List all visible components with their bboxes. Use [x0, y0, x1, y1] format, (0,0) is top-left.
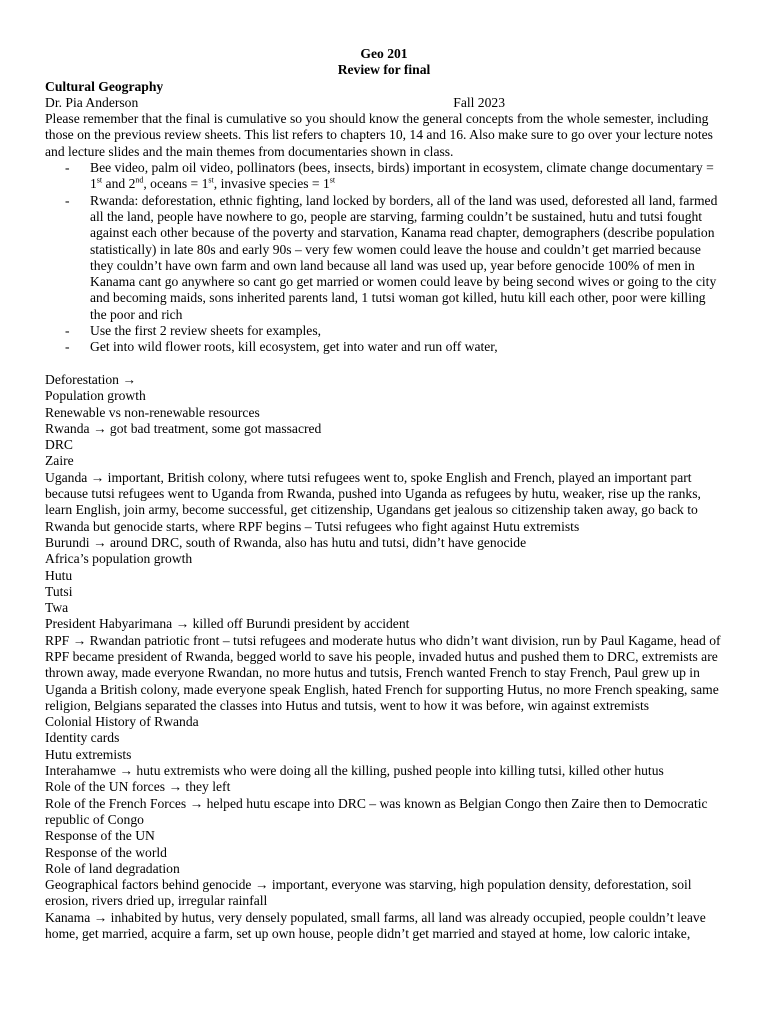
- term-item: Response of the world: [45, 844, 167, 860]
- term-item: DRC: [45, 437, 73, 453]
- term-item: Role of land degradation: [45, 860, 180, 876]
- bullet-text-part: , oceans = 1: [143, 176, 209, 192]
- term-item: President Habyarimana → killed off Burundi president by accident: [45, 616, 410, 632]
- intro-paragraph: Please remember that the final is cumulative so you should know the general concepts from the whole semester, including those on the previous review sheets. This list refers to chapters 10, 14 and 16. Also make sure to go over your lecture notes and lecture slides and the main themes from documentaries shown in class.: [45, 111, 713, 159]
- list-item: [65, 193, 723, 323]
- term-item: Hutu extremists: [45, 746, 132, 762]
- terms-list: [45, 372, 723, 942]
- term-item: Twa: [45, 600, 69, 616]
- document-page: [45, 46, 723, 942]
- term-item: RPF → Rwandan patriotic front – tutsi refugees and moderate hutus who didn’t want division, run by Paul Kagame, head of RPF became president of Rwanda, begged world to save his people, invaded hutus and pushed them to DRC, extremists are thrown away, made everyone Rwandan, no more hutus and tutsis, French wanted French to stay French, Paul grew up in Uganda a British colony, made everyone speak English, hated French for supporting Hutus, no more French speaking, same religion, Belgians separated the classes into Hutus and tutsis, went to how it was before, win against extremists: [45, 632, 721, 713]
- document-subtitle: Review for final: [337, 62, 431, 78]
- term-item: Interahamwe → hutu extremists who were doing all the killing, pushed people into killing tutsi, killed other hutus: [45, 763, 664, 779]
- term-item: Geographical factors behind genocide → important, everyone was starving, high population density, deforestation, soil erosion, rivers dried up, irregular rainfall: [45, 877, 692, 909]
- term-item: Role of the French Forces → helped hutu escape into DRC – was known as Belgian Congo then Zaire then to Democratic republic of Congo: [45, 795, 708, 827]
- term-item: Identity cards: [45, 730, 120, 746]
- term-item: Tutsi: [45, 583, 73, 599]
- course-title: Geo 201: [360, 46, 408, 61]
- term-item: Deforestation →: [45, 371, 136, 387]
- term-item: Hutu: [45, 567, 73, 583]
- bullet-list: [45, 160, 723, 356]
- list-item: [65, 339, 723, 355]
- list-item: [65, 323, 723, 339]
- bullet-text-part: Bee video, palm oil video, pollinators (bees, insects, birds) important in ecosystem, climate change documentary = 1: [90, 160, 714, 192]
- term-item: Burundi → around DRC, south of Rwanda, also has hutu and tutsi, didn’t have genocide: [45, 534, 527, 550]
- list-item: [65, 160, 723, 193]
- term-item: Africa’s population growth: [45, 551, 193, 567]
- term-item: Role of the UN forces → they left: [45, 779, 231, 795]
- bullet-dash: -: [65, 323, 70, 339]
- term-item: Kanama → inhabited by hutus, very densely populated, small farms, all land was already occupied, people couldn’t leave home, get married, acquire a farm, set up own house, people didn’t get married and stayed at home, low caloric intake,: [45, 909, 706, 942]
- section-heading: Cultural Geography: [45, 78, 164, 94]
- superscript: st: [329, 175, 336, 185]
- term-item: Rwanda → got bad treatment, some got massacred: [45, 420, 322, 436]
- bullet-text-part: , invasive species = 1: [213, 176, 330, 192]
- superscript: st: [208, 175, 214, 185]
- term-item: Uganda → important, British colony, where tutsi refugees went to, spoke English and French, played an important part because tutsi refugees went to Uganda from Rwanda, pushed into Uganda as refugees by hutu, weaker, rise up the ranks, learn English, join army, become successful, get citizenship, Ugandans get jealous so citizenship taken away, go back to Rwanda but genocide starts, where RPF begins – Tutsi refugees who fight against Hutu extremists: [45, 469, 701, 534]
- bullet-text: Rwanda: deforestation, ethnic fighting, land locked by borders, all of the land was used, deforested all land, farmed all the land, people have nowhere to go, people are starving, farming couldn’t be sustained, hutu and tutsi fought against each other because of the poverty and starvation, Kanama read chapter, demographers (describe population statistically) in late 80s and early 90s – very few women could leave the house and couldn’t get married because they couldn’t have own farm and own land because all land was used up, year before genocide 100% of men in Kanama cant go anywhere so cant go get married or women could leave by being second wives or going to the city and becoming maids, sons inherited parents land, 1 tutsi woman got killed, hutu kill each other, poor were killing the poor and rich: [90, 192, 718, 322]
- superscript: nd: [135, 175, 144, 185]
- term-item: Colonial History of Rwanda: [45, 714, 199, 730]
- term-label: Fall 2023: [453, 94, 505, 110]
- bullet-text: Get into wild flower roots, kill ecosystem, get into water and run off water,: [90, 339, 498, 355]
- instructor-name: Dr. Pia Anderson: [45, 94, 139, 110]
- term-item: Zaire: [45, 453, 74, 469]
- bullet-text: [90, 160, 723, 193]
- blank-line: [45, 356, 723, 372]
- bullet-dash: -: [65, 192, 70, 208]
- term-item: Response of the UN: [45, 828, 155, 844]
- bullet-dash: -: [65, 160, 70, 176]
- bullet-dash: -: [65, 339, 70, 355]
- term-item: Population growth: [45, 388, 146, 404]
- instructor-term-row: [45, 95, 723, 111]
- term-item: Renewable vs non-renewable resources: [45, 404, 260, 420]
- bullet-text-part: and 2: [102, 176, 136, 192]
- bullet-text: Use the first 2 review sheets for examples,: [90, 323, 322, 339]
- superscript: st: [96, 175, 103, 185]
